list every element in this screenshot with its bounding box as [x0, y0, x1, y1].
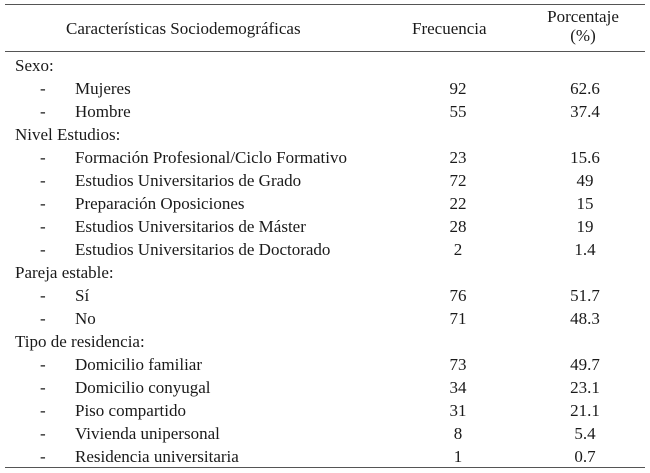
- frequency-cell: 34: [449, 378, 467, 397]
- percentage-cell: 19: [576, 217, 594, 236]
- bullet-dash: -: [40, 286, 46, 305]
- bullet-dash: -: [40, 447, 46, 466]
- percentage-cell: 21.1: [570, 401, 600, 420]
- frequency-cell: 92: [449, 79, 467, 98]
- percentage-cell: 37.4: [570, 102, 600, 121]
- bullet-dash: -: [40, 378, 46, 397]
- bullet-dash: -: [40, 309, 46, 328]
- bottom-rule: [5, 467, 645, 468]
- table-row: [0, 445, 650, 468]
- item-label: Domicilio familiar: [75, 355, 202, 374]
- header-characteristics: Características Sociodemográficas: [66, 19, 301, 38]
- frequency-cell: 73: [449, 355, 467, 374]
- item-label: Sí: [75, 286, 90, 305]
- bullet-dash: -: [40, 424, 46, 443]
- percentage-cell: 51.7: [570, 286, 600, 305]
- percentage-cell: 1.4: [574, 240, 596, 259]
- item-label: Mujeres: [75, 79, 131, 98]
- percentage-cell: 0.7: [574, 447, 596, 466]
- frequency-cell: 55: [449, 102, 467, 121]
- header-percentage-line1: Porcentaje: [547, 7, 619, 26]
- header-frequency: Frecuencia: [412, 19, 487, 38]
- table-row: [0, 146, 650, 169]
- table-row: [0, 399, 650, 422]
- table-body: [0, 54, 650, 468]
- percentage-cell: 15: [576, 194, 594, 213]
- frequency-cell: 8: [453, 424, 463, 443]
- frequency-cell: 1: [453, 447, 463, 466]
- bullet-dash: -: [40, 217, 46, 236]
- group-title: Sexo:: [15, 56, 54, 75]
- frequency-cell: 71: [449, 309, 467, 328]
- table-row: [0, 192, 650, 215]
- item-label: Estudios Universitarios de Grado: [75, 171, 302, 190]
- frequency-cell: 23: [449, 148, 467, 167]
- bullet-dash: -: [40, 79, 46, 98]
- group-row: [0, 54, 650, 77]
- bullet-dash: -: [40, 171, 46, 190]
- percentage-cell: 62.6: [570, 79, 600, 98]
- table-row: [0, 353, 650, 376]
- group-title: Nivel Estudios:: [15, 125, 121, 144]
- bullet-dash: -: [40, 401, 46, 420]
- group-title: Tipo de residencia:: [15, 332, 145, 351]
- frequency-cell: 31: [449, 401, 467, 420]
- item-label: Estudios Universitarios de Máster: [75, 217, 306, 236]
- bullet-dash: -: [40, 355, 46, 374]
- group-row: [0, 330, 650, 353]
- percentage-cell: 5.4: [574, 424, 596, 443]
- table-row: [0, 238, 650, 261]
- percentage-cell: 15.6: [570, 148, 600, 167]
- percentage-cell: 48.3: [570, 309, 600, 328]
- top-rule: [5, 4, 645, 5]
- percentage-cell: 49: [576, 171, 594, 190]
- header-rule: [5, 51, 645, 52]
- bullet-dash: -: [40, 194, 46, 213]
- table-row: [0, 100, 650, 123]
- frequency-cell: 76: [449, 286, 467, 305]
- percentage-cell: 49.7: [570, 355, 600, 374]
- bullet-dash: -: [40, 102, 46, 121]
- item-label: Piso compartido: [75, 401, 186, 420]
- frequency-cell: 2: [453, 240, 463, 259]
- frequency-cell: 72: [449, 171, 467, 190]
- frequency-cell: 28: [449, 217, 467, 236]
- item-label: Estudios Universitarios de Doctorado: [75, 240, 331, 259]
- table-row: [0, 215, 650, 238]
- item-label: Preparación Oposiciones: [75, 194, 245, 213]
- item-label: No: [75, 309, 96, 328]
- group-row: [0, 123, 650, 146]
- table-row: [0, 376, 650, 399]
- frequency-cell: 22: [449, 194, 467, 213]
- item-label: Residencia universitaria: [75, 447, 239, 466]
- percentage-cell: 23.1: [570, 378, 600, 397]
- table-row: [0, 77, 650, 100]
- group-title: Pareja estable:: [15, 263, 114, 282]
- table-row: [0, 169, 650, 192]
- table-row: [0, 284, 650, 307]
- header-percentage: [530, 7, 636, 45]
- item-label: Vivienda unipersonal: [75, 424, 220, 443]
- table-row: [0, 307, 650, 330]
- item-label: Hombre: [75, 102, 131, 121]
- header-percentage-line2: (%): [570, 26, 596, 45]
- group-row: [0, 261, 650, 284]
- item-label: Domicilio conyugal: [75, 378, 211, 397]
- item-label: Formación Profesional/Ciclo Formativo: [75, 148, 347, 167]
- table-row: [0, 422, 650, 445]
- bullet-dash: -: [40, 148, 46, 167]
- bullet-dash: -: [40, 240, 46, 259]
